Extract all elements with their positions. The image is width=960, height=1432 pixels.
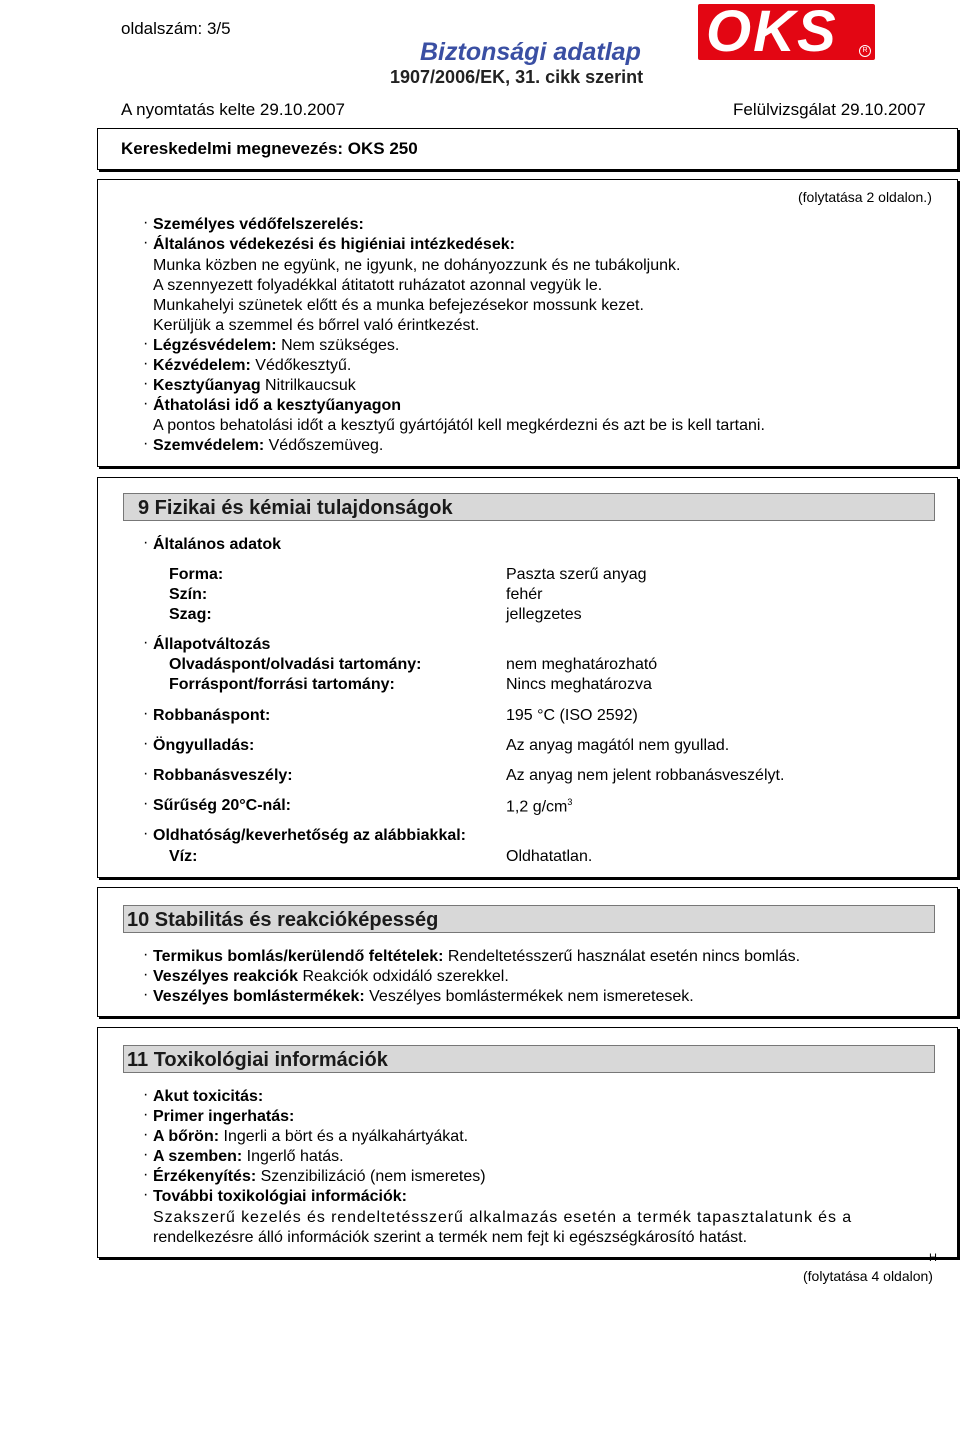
respiratory-label: Légzésvédelem: (153, 337, 277, 354)
skin-value: Ingerli a bört és a nyálkahártyákat. (223, 1128, 469, 1145)
further-info-line1: Szakszerű kezelés és rendeltetésszerű alkalmazás esetén a termék tapasztalatunk és a (153, 1209, 853, 1226)
section9-heading: 9 Fizikai és kémiai tulajdonságok (123, 493, 935, 521)
penetration-label: Áthatolási idő a kesztyűanyagon (153, 397, 402, 414)
eye-effect-label: A szemben: (153, 1148, 243, 1165)
explosion-label: Robbanásveszély: (153, 767, 293, 784)
measure-line: Kerüljük a szemmel és bőrrel való érintkezést. (153, 317, 480, 334)
flash-point-label: Robbanáspont: (153, 707, 271, 724)
state-change-label: Állapotváltozás (153, 636, 271, 653)
further-info-label: További toxikológiai információk: (153, 1188, 407, 1205)
decomposition-products-value: Veszélyes bomlástermékek nem ismeretesek. (369, 988, 694, 1005)
respiratory-value: Nem szükséges. (281, 337, 400, 354)
general-measures-label: Általános védekezési és higiéniai intézkedések: (153, 236, 515, 253)
registered-icon: R (859, 45, 871, 57)
oks-logo (698, 0, 875, 64)
sensitization-value: Szenzibilizáció (nem ismeretes) (260, 1168, 486, 1185)
trade-name: Kereskedelmi megnevezés: OKS 250 (121, 139, 418, 158)
eye-protection-label: Szemvédelem: (153, 437, 265, 454)
print-date: A nyomtatás kelte 29.10.2007 (121, 100, 345, 119)
page-number: oldalszám: 3/5 (121, 19, 231, 38)
section-marker: H (929, 1252, 937, 1264)
primary-irritation-label: Primer ingerhatás: (153, 1108, 295, 1125)
decomposition-label: Termikus bomlás/kerülendő feltételek: (153, 948, 444, 965)
density-label: Sűrűség 20°C-nál: (153, 797, 291, 814)
oks-logo-text: OKS (706, 0, 838, 64)
hazardous-reactions-label: Veszélyes reakciók (153, 968, 299, 985)
flash-point-value: 195 °C (ISO 2592) (506, 707, 638, 724)
odor-value: jellegzetes (506, 606, 582, 623)
density-unit-exponent: 3 (567, 797, 573, 807)
skin-label: A bőrön: (153, 1128, 220, 1145)
continued-on: (folytatása 4 oldalon) (803, 1268, 933, 1284)
document-title: Biztonsági adatlap (420, 38, 641, 66)
decomposition-products-label: Veszélyes bomlástermékek: (153, 988, 365, 1005)
acute-toxicity-label: Akut toxicitás: (153, 1088, 264, 1105)
density-value: 1,2 g/cm (506, 798, 568, 816)
boiling-value: Nincs meghatározva (506, 676, 652, 693)
ppe-label: Személyes védőfelszerelés: (153, 216, 364, 233)
boiling-label: Forráspont/forrási tartomány: (169, 676, 395, 693)
document-subtitle: 1907/2006/EK, 31. cikk szerint (390, 67, 644, 87)
decomposition-value: Rendeltetésszerű használat esetén nincs bomlás. (447, 948, 801, 965)
hazardous-reactions-value: Reakciók odxidáló szerekkel. (302, 968, 509, 985)
color-label: Szín: (169, 586, 208, 603)
measure-line: Munka közben ne együnk, ne igyunk, ne dohányozzunk és ne tubákoljunk. (153, 257, 681, 274)
odor-label: Szag: (169, 606, 212, 623)
explosion-value: Az anyag nem jelent robbanásveszélyt. (506, 767, 785, 784)
eye-protection-value: Védőszemüveg. (268, 437, 384, 454)
eye-effect-value: Ingerlő hatás. (246, 1148, 344, 1165)
general-data-label: Általános adatok (153, 536, 282, 553)
measure-line: Munkahelyi szünetek előtt és a munka befejezésekor mossunk kezet. (153, 297, 644, 314)
color-value: fehér (506, 586, 543, 603)
further-info-line2: rendelkezésre álló információk szerint a termék nem fejt ki egészségkárosító hatást. (153, 1229, 748, 1246)
hand-label: Kézvédelem: (153, 357, 251, 374)
melting-label: Olvadáspont/olvadási tartomány: (169, 656, 422, 673)
glove-material-label: Kesztyűanyag (153, 377, 261, 394)
glove-material-value: Nitrilkaucsuk (265, 377, 356, 394)
hand-value: Védőkesztyű. (255, 357, 352, 374)
ignition-value: Az anyag magától nem gyullad. (506, 737, 730, 754)
water-value: Oldhatatlan. (506, 848, 593, 865)
melting-value: nem meghatározható (506, 656, 658, 673)
continued-from: (folytatása 2 oldalon.) (798, 189, 932, 205)
ignition-label: Öngyulladás: (153, 737, 255, 754)
form-value: Paszta szerű anyag (506, 566, 647, 583)
section10-heading: 10 Stabilitás és reakcióképesség (123, 905, 935, 933)
solubility-label: Oldhatóság/keverhetőség az alábbiakkal: (153, 827, 467, 844)
section11-heading: 11 Toxikológiai információk (123, 1045, 935, 1073)
revision-date: Felülvizsgálat 29.10.2007 (733, 100, 926, 119)
form-label: Forma: (169, 566, 224, 583)
measure-line: A szennyezett folyadékkal átitatott ruházatot azonnal vegyük le. (153, 277, 603, 294)
penetration-text: A pontos behatolási időt a kesztyű gyártójától kell megkérdezni és azt be is kell tartani. (153, 417, 765, 434)
sensitization-label: Érzékenyítés: (153, 1168, 257, 1185)
water-label: Víz: (169, 848, 198, 865)
